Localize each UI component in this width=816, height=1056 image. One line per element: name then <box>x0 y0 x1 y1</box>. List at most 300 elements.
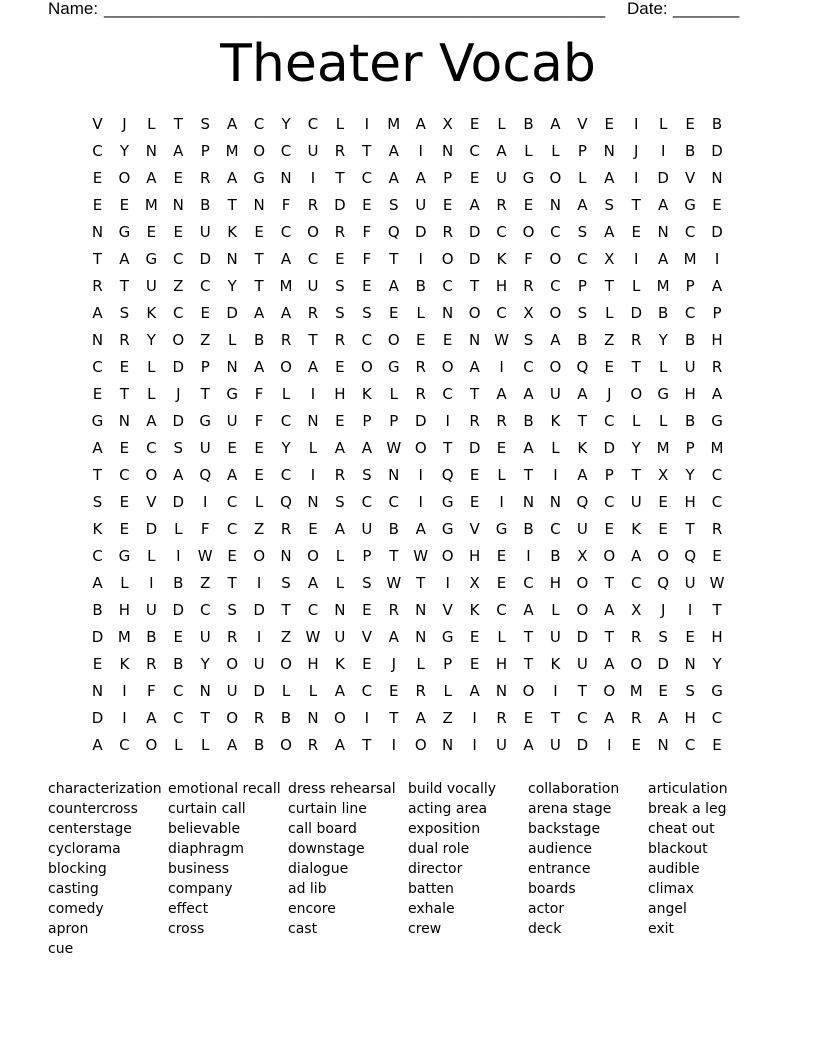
grid-letter: N <box>442 304 454 322</box>
grid-letter: C <box>173 250 184 268</box>
grid-letter: N <box>468 331 481 349</box>
grid-letter: N <box>334 601 346 619</box>
grid-letter: C <box>199 277 211 295</box>
grid-letter: I <box>122 709 127 727</box>
name-line: _____________________________________________________ <box>104 0 606 18</box>
grid-letter: L <box>551 439 560 457</box>
grid-letter: U <box>549 385 561 403</box>
grid-letter: A <box>92 736 103 754</box>
grid-letter: F <box>147 682 156 700</box>
grid-letter: T <box>416 574 426 592</box>
grid-letter: P <box>362 412 372 430</box>
grid-letter: U <box>496 736 508 754</box>
grid-letter: D <box>172 493 185 511</box>
word-item: dialogue <box>288 861 349 877</box>
grid-letter: W <box>197 547 213 565</box>
grid-letter: A <box>388 142 399 160</box>
grid-letter: W <box>305 628 321 646</box>
grid-letter: E <box>604 358 615 376</box>
grid-letter: W <box>494 331 509 349</box>
word-column <box>408 779 526 939</box>
grid-letter: G <box>91 412 104 430</box>
grid-letter: Q <box>280 493 292 511</box>
grid-letter: Z <box>173 277 184 295</box>
grid-letter: A <box>415 520 426 538</box>
grid-letter: C <box>550 277 561 295</box>
grid-row <box>84 543 731 570</box>
grid-letter: E <box>631 736 641 754</box>
grid-letter: O <box>549 250 562 268</box>
grid-letter: R <box>226 628 238 646</box>
grid-letter: Y <box>146 331 156 349</box>
word-item: entrance <box>528 861 591 877</box>
grid-letter: A <box>523 439 534 457</box>
grid-letter: O <box>307 223 319 241</box>
grid-letter: G <box>441 493 454 511</box>
grid-letter: N <box>442 142 454 160</box>
grid-letter: W <box>709 574 725 592</box>
grid-letter: S <box>200 115 210 133</box>
grid-letter: K <box>92 520 103 538</box>
grid-letter: H <box>495 277 508 295</box>
grid-letter: A <box>550 331 561 349</box>
grid-letter: L <box>416 655 425 673</box>
grid-letter: U <box>226 682 238 700</box>
grid-letter: C <box>146 439 157 457</box>
word-item: crew <box>408 921 442 937</box>
grid-letter: L <box>497 628 506 646</box>
grid-letter: O <box>360 358 373 376</box>
grid-letter: A <box>253 304 265 322</box>
grid-letter: O <box>630 655 643 673</box>
grid-letter: I <box>607 736 612 754</box>
grid-letter: C <box>496 223 507 241</box>
grid-letter: J <box>660 601 666 619</box>
grid-letter: E <box>146 223 157 241</box>
grid-letter: L <box>201 736 210 754</box>
word-item: audible <box>648 861 700 877</box>
grid-letter: N <box>253 196 265 214</box>
grid-letter: L <box>335 547 345 565</box>
grid-letter: A <box>227 736 238 754</box>
grid-letter: E <box>119 358 130 376</box>
grid-row <box>84 489 731 516</box>
grid-letter: K <box>361 385 372 403</box>
grid-letter: L <box>147 115 156 133</box>
grid-letter: L <box>632 277 641 295</box>
grid-letter: L <box>174 736 183 754</box>
grid-letter: M <box>144 196 158 214</box>
grid-letter: B <box>253 331 265 349</box>
grid-letter: T <box>631 196 641 214</box>
grid-letter: A <box>577 385 588 403</box>
grid-letter: M <box>656 277 670 295</box>
grid-letter: I <box>418 250 423 268</box>
grid-letter: A <box>604 601 615 619</box>
grid-letter: X <box>577 547 588 565</box>
grid-letter: R <box>146 655 157 673</box>
word-item: climax <box>648 881 694 897</box>
grid-letter: A <box>280 250 292 268</box>
grid-letter: L <box>524 142 533 160</box>
grid-letter: L <box>308 682 318 700</box>
grid-letter: T <box>604 628 614 646</box>
grid-letter: E <box>496 547 507 565</box>
grid-letter: C <box>684 223 696 241</box>
grid-letter: A <box>604 655 615 673</box>
grid-row <box>84 462 731 489</box>
grid-letter: H <box>307 655 319 673</box>
grid-row <box>84 408 731 435</box>
grid-letter: E <box>415 331 426 349</box>
word-column <box>168 779 286 939</box>
grid-letter: C <box>119 466 130 484</box>
grid-letter: A <box>307 574 319 592</box>
grid-letter: I <box>634 115 639 133</box>
grid-letter: D <box>226 304 238 322</box>
grid-letter: E <box>308 520 318 538</box>
grid-letter: U <box>199 628 211 646</box>
grid-letter: R <box>334 331 346 349</box>
grid-letter: H <box>711 331 723 349</box>
grid-letter: H <box>711 628 723 646</box>
grid-letter: T <box>604 277 614 295</box>
grid-letter: X <box>469 574 480 592</box>
grid-letter: C <box>550 520 561 538</box>
word-item: blocking <box>48 861 107 877</box>
grid-letter: H <box>684 709 696 727</box>
grid-letter: E <box>389 682 399 700</box>
grid-letter: V <box>469 520 480 538</box>
grid-letter: P <box>712 304 722 322</box>
grid-letter: D <box>630 304 642 322</box>
grid-letter: E <box>254 439 264 457</box>
word-item: exposition <box>408 821 481 837</box>
grid-letter: E <box>685 115 695 133</box>
grid-letter: N <box>91 682 104 700</box>
grid-letter: N <box>199 682 211 700</box>
grid-letter: J <box>391 655 396 673</box>
grid-letter: L <box>389 385 398 403</box>
grid-letter: I <box>714 250 720 268</box>
grid-letter: M <box>710 439 724 457</box>
grid-letter: T <box>362 142 372 160</box>
grid-letter: N <box>280 169 292 187</box>
grid-letter: C <box>523 574 534 592</box>
grid-letter: C <box>253 115 265 133</box>
word-column <box>288 779 406 939</box>
grid-letter: U <box>684 358 696 376</box>
grid-letter: I <box>472 709 477 727</box>
grid-letter: I <box>391 736 396 754</box>
grid-letter: E <box>469 628 480 646</box>
grid-letter: N <box>415 628 427 646</box>
grid-letter: T <box>281 601 291 619</box>
grid-letter: A <box>361 439 372 457</box>
grid-letter: E <box>227 547 237 565</box>
grid-letter: A <box>604 223 615 241</box>
grid-letter: R <box>334 466 346 484</box>
grid-letter: B <box>388 520 399 538</box>
grid-letter: N <box>657 736 669 754</box>
grid-letter: D <box>657 169 669 187</box>
name-label: Name: <box>48 0 99 18</box>
grid-letter: A <box>577 196 588 214</box>
grid-letter: U <box>145 277 157 295</box>
grid-letter: P <box>604 466 614 484</box>
grid-row <box>84 516 731 543</box>
grid-letter: A <box>388 628 399 646</box>
grid-letter: I <box>364 115 370 133</box>
grid-letter: T <box>92 250 103 268</box>
grid-letter: Z <box>253 520 265 538</box>
grid-row <box>84 624 731 651</box>
grid-row <box>84 246 731 273</box>
grid-letter: A <box>307 358 319 376</box>
grid-letter: O <box>522 682 535 700</box>
grid-letter: C <box>280 466 292 484</box>
grid-letter: U <box>307 142 319 160</box>
grid-letter: E <box>496 439 507 457</box>
grid-letter: B <box>523 115 534 133</box>
grid-letter: N <box>684 655 696 673</box>
grid-letter: H <box>118 601 131 619</box>
grid-letter: K <box>227 223 238 241</box>
grid-letter: L <box>335 115 345 133</box>
word-item: comedy <box>48 901 104 917</box>
grid-letter: B <box>577 331 588 349</box>
grid-letter: H <box>334 385 346 403</box>
grid-letter: D <box>145 520 158 538</box>
date-line: _______ <box>673 0 740 18</box>
grid-letter: U <box>684 574 696 592</box>
word-item: centerstage <box>48 821 132 837</box>
grid-letter: J <box>634 142 639 160</box>
grid-letter: P <box>389 412 399 430</box>
grid-letter: A <box>469 358 480 376</box>
grid-letter: X <box>604 250 615 268</box>
grid-letter: T <box>685 520 695 538</box>
grid-letter: L <box>497 466 506 484</box>
word-item: believable <box>168 821 241 837</box>
word-item: countercross <box>48 801 138 817</box>
word-item: characterization <box>48 781 162 797</box>
grid-letter: P <box>577 277 587 295</box>
grid-letter: T <box>577 412 587 430</box>
grid-letter: E <box>173 169 184 187</box>
grid-letter: T <box>200 709 210 727</box>
grid-letter: T <box>227 196 237 214</box>
grid-letter: T <box>119 385 129 403</box>
grid-row <box>84 381 731 408</box>
grid-letter: N <box>226 358 238 376</box>
grid-letter: E <box>469 655 480 673</box>
grid-letter: B <box>253 736 265 754</box>
grid-letter: C <box>307 601 319 619</box>
grid-letter: U <box>549 736 561 754</box>
grid-letter: N <box>388 466 400 484</box>
grid-letter: S <box>658 628 668 646</box>
grid-letter: F <box>362 223 372 241</box>
grid-letter: I <box>176 547 181 565</box>
grid-letter: R <box>200 169 211 187</box>
grid-letter: R <box>307 196 319 214</box>
grid-letter: E <box>335 412 345 430</box>
grid-letter: C <box>630 574 642 592</box>
grid-letter: B <box>415 277 426 295</box>
grid-letter: D <box>711 142 723 160</box>
grid-letter: B <box>92 601 103 619</box>
grid-letter: M <box>279 277 293 295</box>
grid-letter: S <box>92 493 103 511</box>
grid-letter: U <box>576 655 588 673</box>
grid-letter: R <box>415 385 426 403</box>
grid-letter: C <box>361 331 373 349</box>
grid-letter: U <box>576 520 588 538</box>
grid-letter: R <box>415 358 426 376</box>
grid-letter: R <box>496 709 507 727</box>
grid-letter: C <box>496 304 507 322</box>
grid-letter: T <box>119 277 129 295</box>
grid-letter: G <box>118 223 131 241</box>
grid-letter: P <box>685 277 695 295</box>
word-column <box>648 779 766 939</box>
grid-letter: A <box>415 169 426 187</box>
word-item: cross <box>168 921 205 937</box>
grid-letter: D <box>172 358 185 376</box>
grid-letter: E <box>362 196 372 214</box>
grid-letter: S <box>523 331 534 349</box>
grid-letter: E <box>631 223 641 241</box>
grid-letter: L <box>227 331 237 349</box>
word-item: backstage <box>528 821 601 837</box>
grid-letter: N <box>307 412 319 430</box>
grid-letter: P <box>362 547 372 565</box>
grid-letter: E <box>442 331 453 349</box>
grid-letter: S <box>685 682 695 700</box>
grid-letter: L <box>632 412 641 430</box>
word-item: emotional recall <box>168 781 281 797</box>
grid-letter: Y <box>281 115 291 133</box>
grid-letter: R <box>307 736 319 754</box>
grid-letter: O <box>280 736 292 754</box>
grid-letter: A <box>658 250 669 268</box>
grid-letter: Z <box>604 331 615 349</box>
grid-letter: S <box>335 493 345 511</box>
grid-letter: I <box>203 493 208 511</box>
grid-letter: D <box>576 736 589 754</box>
grid-letter: D <box>414 412 427 430</box>
grid-letter: O <box>253 547 265 565</box>
grid-letter: A <box>415 115 426 133</box>
grid-letter: C <box>92 358 103 376</box>
grid-letter: G <box>145 250 158 268</box>
grid-letter: G <box>226 385 238 403</box>
grid-letter: B <box>280 709 292 727</box>
grid-letter: O <box>441 250 454 268</box>
grid-letter: Y <box>658 331 668 349</box>
grid-letter: Z <box>200 331 211 349</box>
grid-letter: A <box>523 736 534 754</box>
grid-letter: C <box>173 682 184 700</box>
grid-letter: L <box>578 169 587 187</box>
grid-letter: C <box>604 412 615 430</box>
word-item: curtain call <box>168 801 246 817</box>
word-item: angel <box>648 901 687 917</box>
grid-letter: I <box>634 250 639 268</box>
grid-letter: I <box>364 709 370 727</box>
grid-letter: U <box>630 493 642 511</box>
grid-letter: H <box>684 493 696 511</box>
word-item: casting <box>48 881 99 897</box>
grid-letter: B <box>200 196 211 214</box>
grid-letter: O <box>549 358 562 376</box>
grid-row <box>84 273 731 300</box>
grid-letter: U <box>415 196 427 214</box>
grid-letter: M <box>656 439 670 457</box>
grid-letter: O <box>603 547 616 565</box>
grid-letter: C <box>92 547 103 565</box>
grid-letter: C <box>469 142 480 160</box>
grid-letter: E <box>523 709 534 727</box>
grid-letter: Z <box>200 574 211 592</box>
grid-letter: M <box>225 142 239 160</box>
grid-letter: B <box>684 142 696 160</box>
grid-letter: A <box>658 196 669 214</box>
grid-letter: C <box>280 412 292 430</box>
grid-letter: K <box>577 439 588 457</box>
grid-letter: C <box>550 223 561 241</box>
grid-letter: X <box>658 466 669 484</box>
grid-letter: A <box>711 277 723 295</box>
grid-letter: L <box>335 574 345 592</box>
grid-letter: Y <box>685 466 695 484</box>
grid-letter: K <box>496 250 507 268</box>
grid-letter: N <box>91 223 104 241</box>
grid-letter: N <box>549 493 562 511</box>
grid-letter: A <box>658 709 669 727</box>
grid-letter: K <box>469 601 480 619</box>
grid-letter: I <box>553 682 558 700</box>
grid-letter: R <box>523 277 534 295</box>
grid-letter: A <box>496 385 507 403</box>
grid-letter: Q <box>199 466 212 484</box>
grid-letter: B <box>550 547 561 565</box>
grid-row <box>84 732 731 759</box>
word-item: downstage <box>288 841 365 857</box>
grid-letter: G <box>253 169 265 187</box>
grid-letter: D <box>334 196 346 214</box>
grid-letter: O <box>441 547 454 565</box>
word-item: build vocally <box>408 781 497 797</box>
grid-letter: R <box>388 601 399 619</box>
grid-letter: R <box>496 412 507 430</box>
grid-letter: E <box>604 520 615 538</box>
grid-letter: N <box>415 601 427 619</box>
grid-letter: C <box>92 142 103 160</box>
grid-letter: C <box>496 601 507 619</box>
grid-letter: C <box>280 223 292 241</box>
grid-letter: B <box>684 412 696 430</box>
grid-letter: E <box>254 223 264 241</box>
grid-letter: E <box>658 682 668 700</box>
grid-letter: T <box>227 574 237 592</box>
grid-letter: A <box>388 277 399 295</box>
grid-letter: O <box>334 709 346 727</box>
grid-letter: L <box>147 385 156 403</box>
grid-letter: U <box>549 628 561 646</box>
word-item: cast <box>288 921 318 937</box>
